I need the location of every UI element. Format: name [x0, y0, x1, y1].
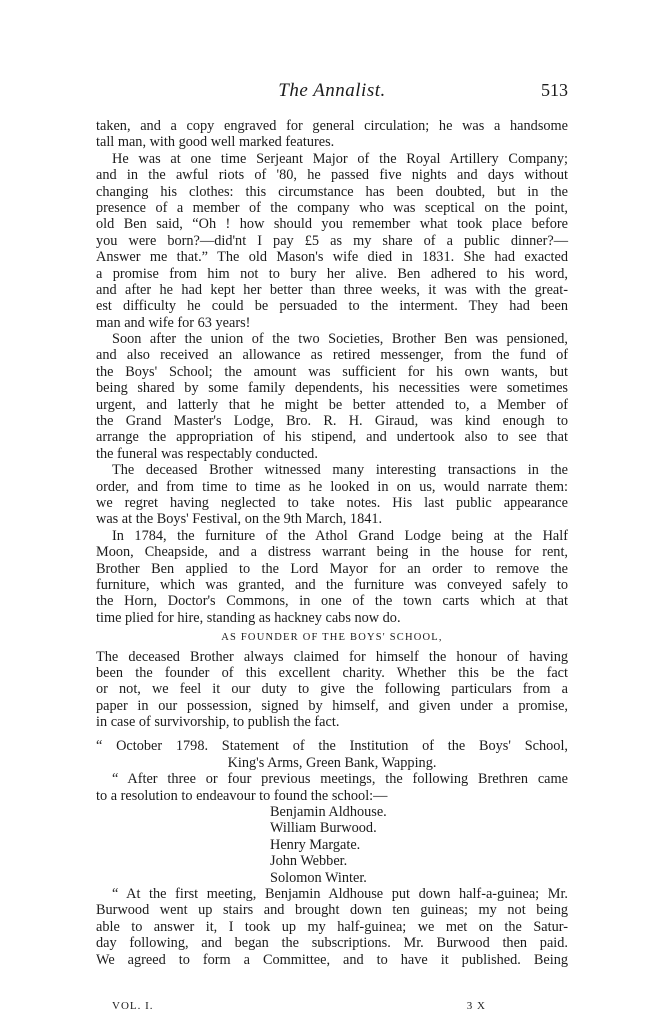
text-line: We agreed to form a Committee, and to have it published. Being [96, 951, 568, 968]
founders-list [96, 804, 568, 886]
text-line: The deceased Brother always claimed for himself the honour of having [96, 648, 568, 665]
text-line: the Grand Master's Lodge, Bro. R. H. Giraud, was kind enough to [96, 413, 568, 430]
paragraph-1 [96, 118, 568, 151]
text-line: the funeral was respectably conducted. [96, 445, 318, 462]
text-line: order, and from time to time as he looked in on us, would narrate them: [96, 478, 568, 495]
text-line: you were born?—did'nt I pay £5 as my share of a public dinner?— [96, 232, 568, 249]
text-line: Burwood went up stairs and brought down ten guineas; my not being [96, 902, 568, 919]
text-line: arrange the appropriation of his stipend, and undertook also to see that [96, 429, 568, 446]
paragraph-4 [96, 462, 568, 528]
text-line: Soon after the union of the two Societies, Brother Ben was pensioned, [112, 331, 568, 348]
text-line: in case of survivorship, to publish the fact. [96, 714, 340, 731]
text-line: presence of a member of the company who was sceptical on the point, [96, 199, 568, 216]
text-line: The deceased Brother witnessed many interesting transactions in the [112, 462, 568, 479]
paragraph-5 [96, 528, 568, 626]
text-line: taken, and a copy engraved for general circulation; he was a handsome [96, 118, 568, 134]
text-line: the Horn, Doctor's Commons, in one of the town carts which at that [96, 593, 568, 610]
text-line: changing his clothes: this circumstance has been doubted, but in the [96, 183, 568, 200]
page-header [96, 80, 568, 102]
founder-name: Solomon Winter. [270, 869, 367, 886]
text-line: and in the awful riots of '80, he passed five nights and days without [96, 167, 568, 184]
statement-location: King's Arms, Green Bank, Wapping. [227, 754, 437, 771]
text-line: Brother Ben applied to the Lord Mayor for an order to remove the [96, 560, 568, 577]
text-line: He was at one time Serjeant Major of the Royal Artillery Company; [112, 150, 568, 167]
text-line: “ After three or four previous meetings, the following Brethren came [112, 771, 568, 788]
founder-name: Henry Margate. [270, 836, 361, 853]
spacer [96, 730, 568, 738]
text-line: Answer me that.” The old Mason's wife died in 1831. She had exacted [96, 249, 568, 266]
text-line: est difficulty he could be persuaded to the interment. They had been [96, 298, 568, 315]
text-line: Moon, Cheapside, and a distress warrant being in the house for rent, [96, 544, 568, 561]
section-paragraph [96, 649, 568, 731]
text-line: and after he had kept her better than three weeks, it was with the great- [96, 281, 568, 298]
text-line: tall man, with good well marked features. [96, 134, 335, 151]
founder-name: John Webber. [270, 853, 348, 870]
running-title: The Annalist. [278, 80, 386, 101]
text-line: being shared by some family dependents, his necessities were sometimes [96, 380, 568, 397]
text-line: been the founder of this excellent charity. Whether this be the fact [96, 664, 568, 681]
text-line: man and wife for 63 years! [96, 314, 251, 331]
text-line: In 1784, the furniture of the Athol Grand Lodge being at the Half [112, 527, 568, 544]
text-line: urgent, and latterly that he might be better attended to, a Member of [96, 396, 568, 413]
founder-name: William Burwood. [270, 820, 377, 837]
volume-mark: VOL. I. [112, 1000, 154, 1012]
text-line: and also received an allowance as retired messenger, from the fund of [96, 347, 568, 364]
text-line: day following, and began the subscriptions. Mr. Burwood then paid. [96, 935, 568, 952]
text-line: the Boys' School; the amount was sufficient for his own wants, but [96, 363, 568, 380]
founder-name: Benjamin Aldhouse. [270, 804, 387, 821]
text-line: or not, we feel it our duty to give the following particulars from a [96, 681, 568, 698]
text-line: to a resolution to endeavour to found the school:— [96, 787, 388, 804]
text-line: “ At the first meeting, Benjamin Aldhouse put down half-a-guinea; Mr. [112, 885, 568, 902]
text-line: was at the Boys' Festival, on the 9th March, 1841. [96, 511, 383, 528]
text-line: paper in our possession, signed by himself, and given under a promise, [96, 697, 568, 714]
statement-block [96, 738, 568, 967]
text-line: furniture, which was granted, and the furniture was conveyed safely to [96, 576, 568, 593]
section-heading: AS FOUNDER OF THE BOYS' SCHOOL, [221, 632, 443, 644]
text-line: old Ben said, “Oh ! how should you remember what took place before [96, 216, 568, 233]
body-text [96, 118, 568, 968]
statement-title: “ October 1798. Statement of the Institution of the Boys' School, [96, 738, 568, 755]
paragraph-3 [96, 331, 568, 462]
signature-mark: 3 X [466, 1000, 486, 1012]
paragraph-2 [96, 151, 568, 331]
text-line: able to answer it, I took up my half-guinea; we met on the Satur- [96, 918, 568, 935]
text-line: a promise from him not to bury her alive. Ben adhered to his word, [96, 265, 568, 282]
page-number: 513 [541, 80, 568, 100]
text-line: we regret having neglected to take notes. His last public appearance [96, 494, 568, 511]
text-line: time plied for hire, standing as hackney cabs now do. [96, 609, 401, 626]
